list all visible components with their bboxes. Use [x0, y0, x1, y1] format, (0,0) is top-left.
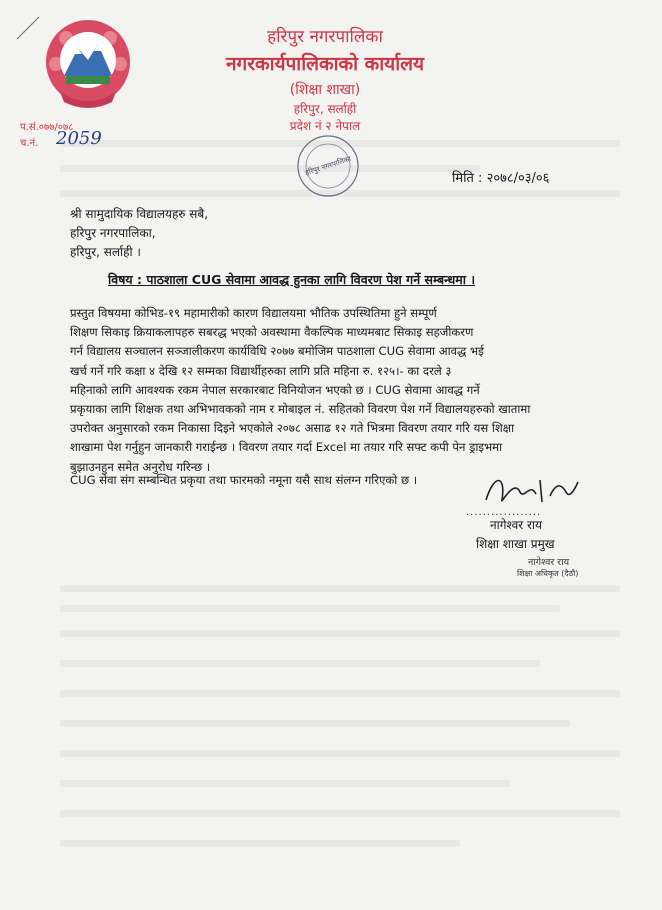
office-location: हरिपुर, सर्लाही: [293, 102, 357, 116]
name-stamp: नागेश्वर राय: [528, 557, 570, 568]
body-line: बुझाउनहुन समेत अनुरोध गरिन्छ ।: [70, 459, 211, 474]
body-line: गर्न विद्यालय सञ्चालन सञ्जालीकरण कार्यविधि २०७७ बमोजिम पाठशाला CUG सेवामा आवद्ध भई: [70, 344, 484, 359]
fiscal-year-ref: प.सं.०७७/०७८: [20, 122, 74, 133]
letter-body: [70, 304, 598, 477]
body-line: शिक्षण सिकाइ क्रियाकलापहरु सबरद्ध भएको अवस्थामा वैकल्पिक माध्यमबाट सिकाइ सहजीकरण: [70, 325, 474, 340]
recipient-line-1: श्री सामुदायिक विद्यालयहरु सबै,: [70, 207, 209, 221]
title-stamp: शिक्षा अधिकृत (दैठौ): [517, 569, 579, 578]
body-line: शाखामा पेश गर्नुहुन जानकारी गराईन्छ । विवरण तयार गर्दा Excel मा तयार गरि सफ्ट कपी पेन ड्राइभमा: [70, 440, 503, 455]
office-name: नगरकार्यपालिकाको कार्यालय: [225, 53, 425, 75]
recipient-line-2: हरिपुर नगरपालिका,: [70, 226, 156, 240]
signer-role: शिक्षा शाखा प्रमुख: [476, 537, 555, 551]
body-line: महिनाको लागि आवश्यक रकम नेपाल सरकारबाट विनियोजन भएको छ । CUG सेवामा आवद्ध गर्ने: [70, 382, 480, 397]
handwritten-signature: [480, 470, 590, 510]
nepal-emblem: [42, 14, 134, 114]
letter-date: मिति : २०७८/०३/०६: [452, 171, 550, 186]
signature-line: ..................: [466, 507, 542, 518]
office-province: प्रदेश नं २ नेपाल: [289, 119, 361, 133]
body-line: उपरोक्त अनुसारको रकम निकासा दिइने भएकोले २०७८ असाढ १२ गते भित्रमा विवरण तयार गरि यस शिक्षा: [70, 421, 515, 436]
seal-text: हरिपुर नगरपालिका: [304, 154, 352, 178]
closing-note: CUG सेवा संग सम्बन्धित प्रकृया तथा फारमको नमूना यसै साथ संलग्न गरिएको छ ।: [70, 473, 418, 487]
office-seal: [292, 130, 364, 202]
body-line: प्रकृयाका लागि शिक्षक तथा अभिभावकको नाम र मोबाइल नं. सहितको विवरण पेश गर्ने विद्यालयहरुको खातामा: [70, 402, 531, 417]
pen-mark: [15, 15, 41, 41]
signer-name: नागेश्वर राय: [490, 518, 542, 532]
municipality-name: हरिपुर नगरपालिका: [267, 27, 383, 47]
body-line: खर्च गर्ने गरि कक्षा ४ देखि १२ सम्मका विद्यार्थीहरुका लागि प्रति महिना रु. १२५।- का दरले ३: [70, 363, 452, 378]
body-line: प्रस्तुत विषयमा कोभिड-१९ महामारीको कारण विद्यालयमा भौतिक उपस्थितिमा हुने सम्पूर्ण: [70, 306, 437, 320]
recipient-line-3: हरिपुर, सर्लाही ।: [70, 245, 141, 259]
subject-line: विषय : पाठशाला CUG सेवामा आवद्ध हुनका लागि विवरण पेश गर्ने सम्बन्धमा ।: [108, 272, 476, 287]
dispatch-label: च.नं.: [20, 138, 39, 149]
dispatch-number: 2059: [56, 128, 102, 149]
section-name: (शिक्षा शाखा): [289, 82, 361, 98]
